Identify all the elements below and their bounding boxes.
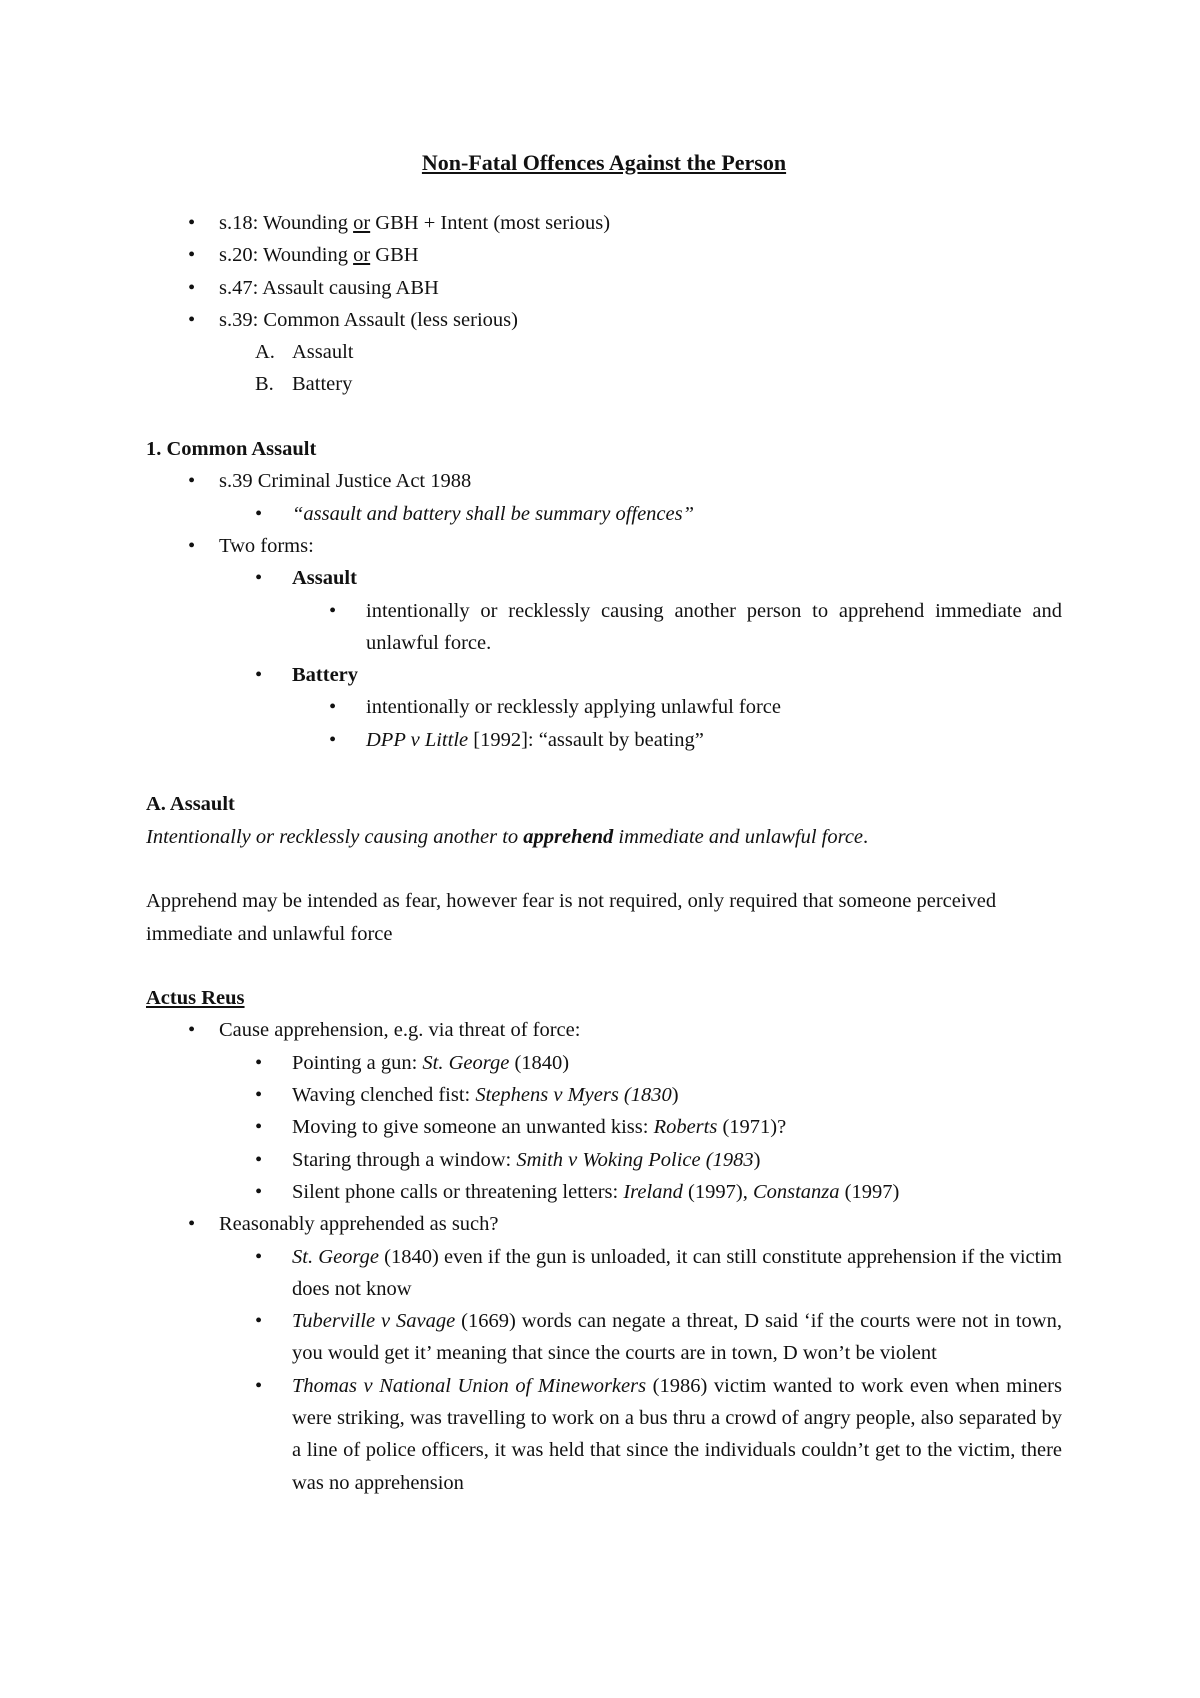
case-name: Roberts <box>653 1116 718 1139</box>
bullet: • <box>188 276 196 299</box>
statute-quote: “assault and battery shall be summary offences” <box>292 502 695 525</box>
list-item <box>146 498 1062 530</box>
list-item: • intentionally or recklessly applying unlawful force <box>146 691 1062 723</box>
case-name: Smith v Woking Police (1983 <box>516 1148 754 1171</box>
bullet: • <box>255 1310 263 1333</box>
list-item: • s.39 Criminal Justice Act 1988 <box>146 465 1062 497</box>
document-body <box>146 147 1062 1499</box>
paragraph: Apprehend may be intended as fear, however fear is not required, only required that someone perceived immediate and unlawful force <box>146 890 997 945</box>
list-item: • Thomas v National Union of Mineworkers (1986) victim wanted to work even when miners were striking, was travelling to work on a bus thru a crowd of angry people, also separated by a line of police officers, it was held that since the individuals couldn’t get to the victim, there was no apprehension <box>146 1370 1062 1499</box>
case-name: St. George <box>292 1245 379 1268</box>
list-item: • DPP v Little [1992]: “assault by beating” <box>146 724 1062 756</box>
bullet: • <box>255 664 263 687</box>
list-item: • s.39: Common Assault (less serious) <box>146 304 1062 336</box>
bullet: • <box>188 1019 196 1042</box>
section-heading: Actus Reus <box>146 987 245 1010</box>
bullet: • <box>255 1180 263 1203</box>
list-item: • St. George (1840) even if the gun is unloaded, it can still constitute apprehension if the victim does not know <box>146 1241 1062 1306</box>
case-name: Ireland <box>623 1180 683 1203</box>
section-heading: A. Assault <box>146 793 235 816</box>
bullet: • <box>188 308 196 331</box>
bullet: • <box>329 599 337 622</box>
case-name: Stephens v Myers (1830 <box>475 1084 672 1107</box>
bullet: • <box>255 1051 263 1074</box>
case-name: Tuberville v Savage <box>292 1310 456 1333</box>
list-item: • Moving to give someone an unwanted kiss: Roberts (1971)? <box>146 1111 1062 1143</box>
page-title: Non-Fatal Offences Against the Person <box>421 150 787 175</box>
bullet: • <box>255 1148 263 1171</box>
list-item: • Pointing a gun: St. George (1840) <box>146 1047 1062 1079</box>
definition: Intentionally or recklessly causing another to apprehend immediate and unlawful force. <box>146 825 869 848</box>
sub-list-item: A. Assault <box>146 336 1062 368</box>
sub-list-item: B. Battery <box>146 368 1062 400</box>
bullet: • <box>255 1374 263 1397</box>
bullet: • <box>329 696 337 719</box>
list-item: • Waving clenched fist: Stephens v Myers (1830) <box>146 1079 1062 1111</box>
list-item: • intentionally or recklessly causing another person to apprehend immediate and unlawful force. <box>146 595 1062 660</box>
bullet: • <box>255 567 263 590</box>
case-name: DPP v Little <box>366 728 469 751</box>
list-item: • Assault <box>146 562 1062 594</box>
list-item: • Reasonably apprehended as such? <box>146 1208 1062 1240</box>
list-item: • Silent phone calls or threatening letters: Ireland (1997), Constanza (1997) <box>146 1176 1062 1208</box>
bullet: • <box>188 534 196 557</box>
list-marker: A. <box>255 341 275 364</box>
bullet: • <box>188 470 196 493</box>
case-name: Constanza <box>752 1180 840 1203</box>
bullet: • <box>329 728 337 751</box>
list-item: • s.47: Assault causing ABH <box>146 272 1062 304</box>
bullet: • <box>188 212 196 234</box>
list-item: • s.20: Wounding or GBH <box>146 239 1062 271</box>
case-name: St. George <box>422 1051 510 1074</box>
list-item: • Staring through a window: Smith v Woking Police (1983) <box>146 1144 1062 1176</box>
list-marker: B. <box>255 373 274 396</box>
bullet: • <box>255 1084 263 1107</box>
bullet: • <box>188 1213 196 1236</box>
section-heading: 1. Common Assault <box>146 438 317 461</box>
list-item: • Tuberville v Savage (1669) words can negate a threat, D said ‘if the courts were not in town, you would get it’ meaning that since the courts are in town, D won’t be violent <box>146 1305 1062 1370</box>
bullet: • <box>188 244 196 267</box>
list-item: • s.18: Wounding or GBH + Intent (most serious) <box>146 207 1062 239</box>
case-name: Thomas v National Union of Mineworkers <box>292 1374 647 1397</box>
list-item: • Battery <box>146 659 1062 691</box>
bullet: • <box>255 1116 263 1139</box>
bullet: • <box>255 502 263 525</box>
bullet: • <box>255 1245 263 1268</box>
list-item: • Cause apprehension, e.g. via threat of force: <box>146 1014 1062 1046</box>
list-item: • Two forms: <box>146 530 1062 562</box>
